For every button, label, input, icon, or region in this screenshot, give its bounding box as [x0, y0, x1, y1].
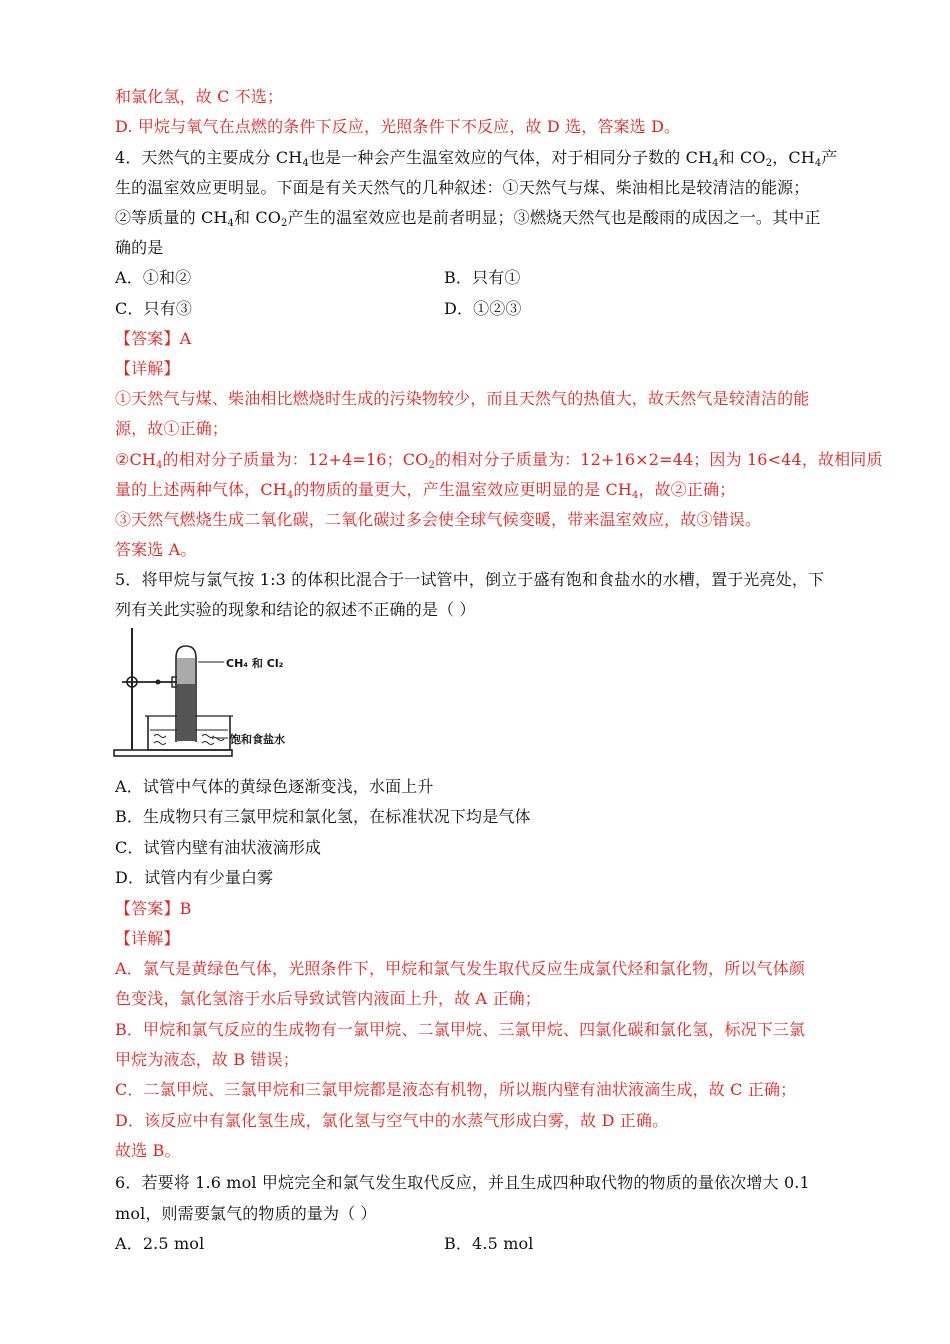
q5-stem-line-1: 5．将甲烷与氯气按 1:3 的体积比混合于一试管中，倒立于盛有饱和食盐水的水槽，置于光亮处，下: [115, 570, 825, 589]
gas-label: CH₄ 和 Cl₂: [226, 657, 284, 670]
q4-stem-line-1: 4．天然气的主要成分 $CH_4$也是一种会产生温室效应的气体，对于相同分子数的 $CH_4$和 $CO_2$，$CH_4$产: [115, 148, 838, 169]
q4-explanation-2-line-1: $②CH_4$的相对分子质量为：12+4=16；$CO_2$的相对分子质量为：12+16×2=44；因为 16<44，故相同质: [115, 450, 883, 471]
q4-explanation-3: ③天然气燃烧生成二氧化碳，二氧化碳过多会使全球气候变暖，带来温室效应，故③错误。: [115, 510, 762, 529]
q4-option-b: B．只有①: [444, 268, 521, 287]
q5-stem-line-2: 列有关此实验的现象和结论的叙述不正确的是（ ）: [115, 600, 476, 619]
q5-explanation-b-line-2: 甲烷为液态，故 B 错误；: [115, 1050, 299, 1069]
q6-option-b: B．4.5 mol: [444, 1234, 534, 1253]
q4-option-d: D．①②③: [444, 299, 522, 318]
q4-stem-line-2: 生的温室效应更明显。下面是有关天然气的几种叙述：①天然气与煤、柴油相比是较清洁的能源；: [115, 178, 810, 197]
q4-explanation-2-line-2: 量的上述两种气体，$CH_4$的物质的量更大，产生温室效应更明显的是 $CH_4$，故②正确；: [115, 480, 736, 501]
q4-explanation-1-line-2: 源，故①正确；: [115, 419, 229, 438]
q4-explanation-1-line-1: ①天然气与煤、柴油相比燃烧时生成的污染物较少，而且天然气的热值大，故天然气是较清洁的能: [115, 389, 810, 408]
q5-option-d: D．试管内有少量白雾: [115, 868, 274, 887]
q6-option-a: A．2.5 mol: [115, 1234, 205, 1253]
water-label: 饱和食盐水: [230, 733, 285, 746]
q5-option-c: C．试管内壁有油状液滴形成: [115, 838, 322, 857]
q4-stem-line-4: 确的是: [115, 238, 164, 257]
q5-explanation-c: C．二氯甲烷、三氯甲烷和三氯甲烷都是液态有机物，所以瓶内壁有油状液滴生成，故 C 正确；: [115, 1080, 797, 1099]
q5-option-b: B．生成物只有三氯甲烷和氯化氢，在标准状况下均是气体: [115, 807, 531, 826]
q4-conclusion: 答案选 A。: [115, 540, 197, 559]
q4-answer: 【答案】A: [115, 329, 192, 348]
q5-option-a: A．试管中气体的黄绿色逐渐变浅，水面上升: [115, 777, 434, 796]
stand-base: [114, 750, 232, 756]
q5-explanation-a-line-2: 色变浅，氯化氢溶于水后导致试管内液面上升，故 A 正确；: [115, 989, 541, 1008]
test-tube-gas: [177, 658, 195, 684]
q6-stem-line-2: mol，则需要氯气的物质的量为（ ）: [115, 1204, 377, 1223]
q4-option-c: C．只有③: [115, 299, 192, 318]
prev-explanation-conclusion: D. 甲烷与氧气在点燃的条件下反应，光照条件下不反应，故 D 选，答案选 D。: [115, 117, 681, 136]
prev-explanation-line: 和氯化氢，故 C 不选；: [115, 87, 284, 106]
q5-explanation-d: D．该反应中有氯化氢生成，氯化氢与空气中的水蒸气形成白雾，故 D 正确。: [115, 1111, 669, 1130]
q4-detail-title: 【详解】: [115, 359, 180, 378]
q4-option-a: A．①和②: [115, 268, 192, 287]
q5-explanation-b-line-1: B．甲烷和氯气反应的生成物有一氯甲烷、二氯甲烷、三氯甲烷、四氯化碳和氯化氢，标况下三氯: [115, 1020, 806, 1039]
q6-stem-line-1: 6．若要将 1.6 mol 甲烷完全和氯气发生取代反应，并且生成四种取代物的物质的量依次增大 0.1: [115, 1173, 810, 1192]
experiment-apparatus-figure: [112, 622, 312, 767]
clamp-knob-small: [156, 680, 161, 685]
q5-detail-title: 【详解】: [115, 929, 180, 948]
q4-stem-line-3: ②等质量的 $CH_4$和 $CO_2$产生的温室效应也是前者明显；③燃烧天然气也是酸雨的成因之一。其中正: [115, 208, 821, 229]
q5-explanation-a-line-1: A．氯气是黄绿色气体，光照条件下，甲烷和氯气发生取代反应生成氯代烃和氯化物，所以气体颜: [115, 959, 806, 978]
q5-conclusion: 故选 B。: [115, 1141, 181, 1160]
test-tube-liquid: [177, 684, 195, 741]
q5-answer: 【答案】B: [115, 899, 192, 918]
